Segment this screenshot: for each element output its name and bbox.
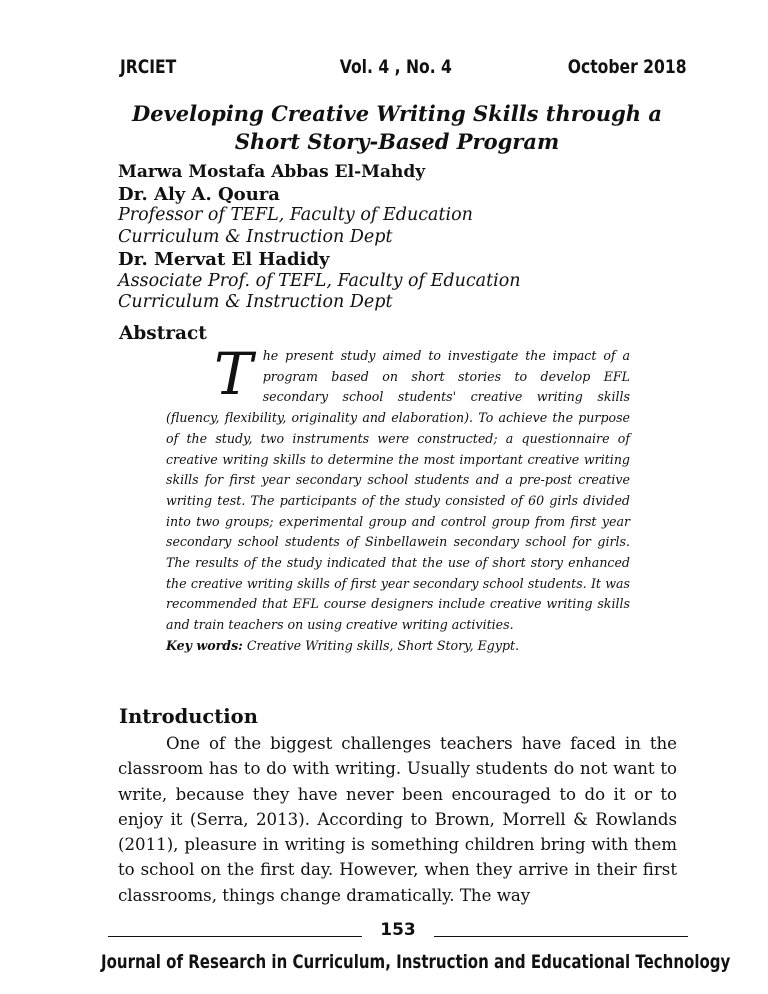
- author-3-name: Dr. Mervat El Hadidy: [118, 248, 330, 270]
- author-2-dept: Curriculum & Instruction Dept: [118, 227, 393, 248]
- introduction-heading: Introduction: [119, 705, 258, 728]
- keywords-text: Creative Writing skills, Short Story, Egypt.: [246, 637, 520, 653]
- footer-rule-left: [108, 936, 362, 937]
- author-2-name: Dr. Aly A. Qoura: [118, 183, 280, 205]
- journal-name-footer: Journal of Research in Curriculum, Instruction and Educational Technology: [101, 951, 731, 973]
- paper-title: Developing Creative Writing Skills through a Short Story-Based Program: [132, 101, 662, 154]
- volume-issue: Vol. 4 , No. 4: [339, 56, 452, 78]
- footer-rule-right: [434, 936, 688, 937]
- abstract-heading: Abstract: [119, 323, 207, 344]
- introduction-paragraph: One of the biggest challenges teachers have faced in the classroom has to do with writing. Usually students do not want to write, because they have never been encouraged to do it or to enjoy it (Serra, 2013). According to Brown, Morrell & Rowlands (2011), pleasure in writing is something children bring with them to school on the first day. However, when they arrive in their first classrooms, things change dramatically. The way: [118, 734, 677, 905]
- journal-abbr: JRCIET: [120, 56, 177, 78]
- abstract-text: he present study aimed to investigate the impact of a program based on short stories to develop EFL secondary school students' creative writing skills (fluency, flexibility, originality and elaboration). To achieve the purpose of the study, two instruments were constructed; a questionnaire of creative writing skills to determine the most important creative writing skills for first year secondary school students and a pre-post creative writing test. The participants of the study consisted of 60 girls divided into two groups; experimental group and control group from first year secondary school students of Sinbellawein secondary school for girls. The results of the study indicated that the use of short story enhanced the creative writing skills of first year secondary school students. It was recommended that EFL course designers include creative writing skills and train teachers on using creative writing activities.: [166, 348, 630, 633]
- issue-date: October 2018: [567, 56, 687, 78]
- page-number: 153: [380, 920, 416, 940]
- author-1-name: Marwa Mostafa Abbas El-Mahdy: [118, 162, 426, 182]
- keywords-label: Key words:: [166, 637, 243, 653]
- author-2-title: Professor of TEFL, Faculty of Education: [118, 205, 473, 226]
- drop-cap: T: [214, 340, 253, 408]
- author-3-dept: Curriculum & Instruction Dept: [118, 292, 393, 313]
- running-header: [120, 56, 687, 84]
- abstract-body: [166, 340, 630, 657]
- author-block: [118, 162, 678, 314]
- author-3-title: Associate Prof. of TEFL, Faculty of Education: [118, 270, 521, 291]
